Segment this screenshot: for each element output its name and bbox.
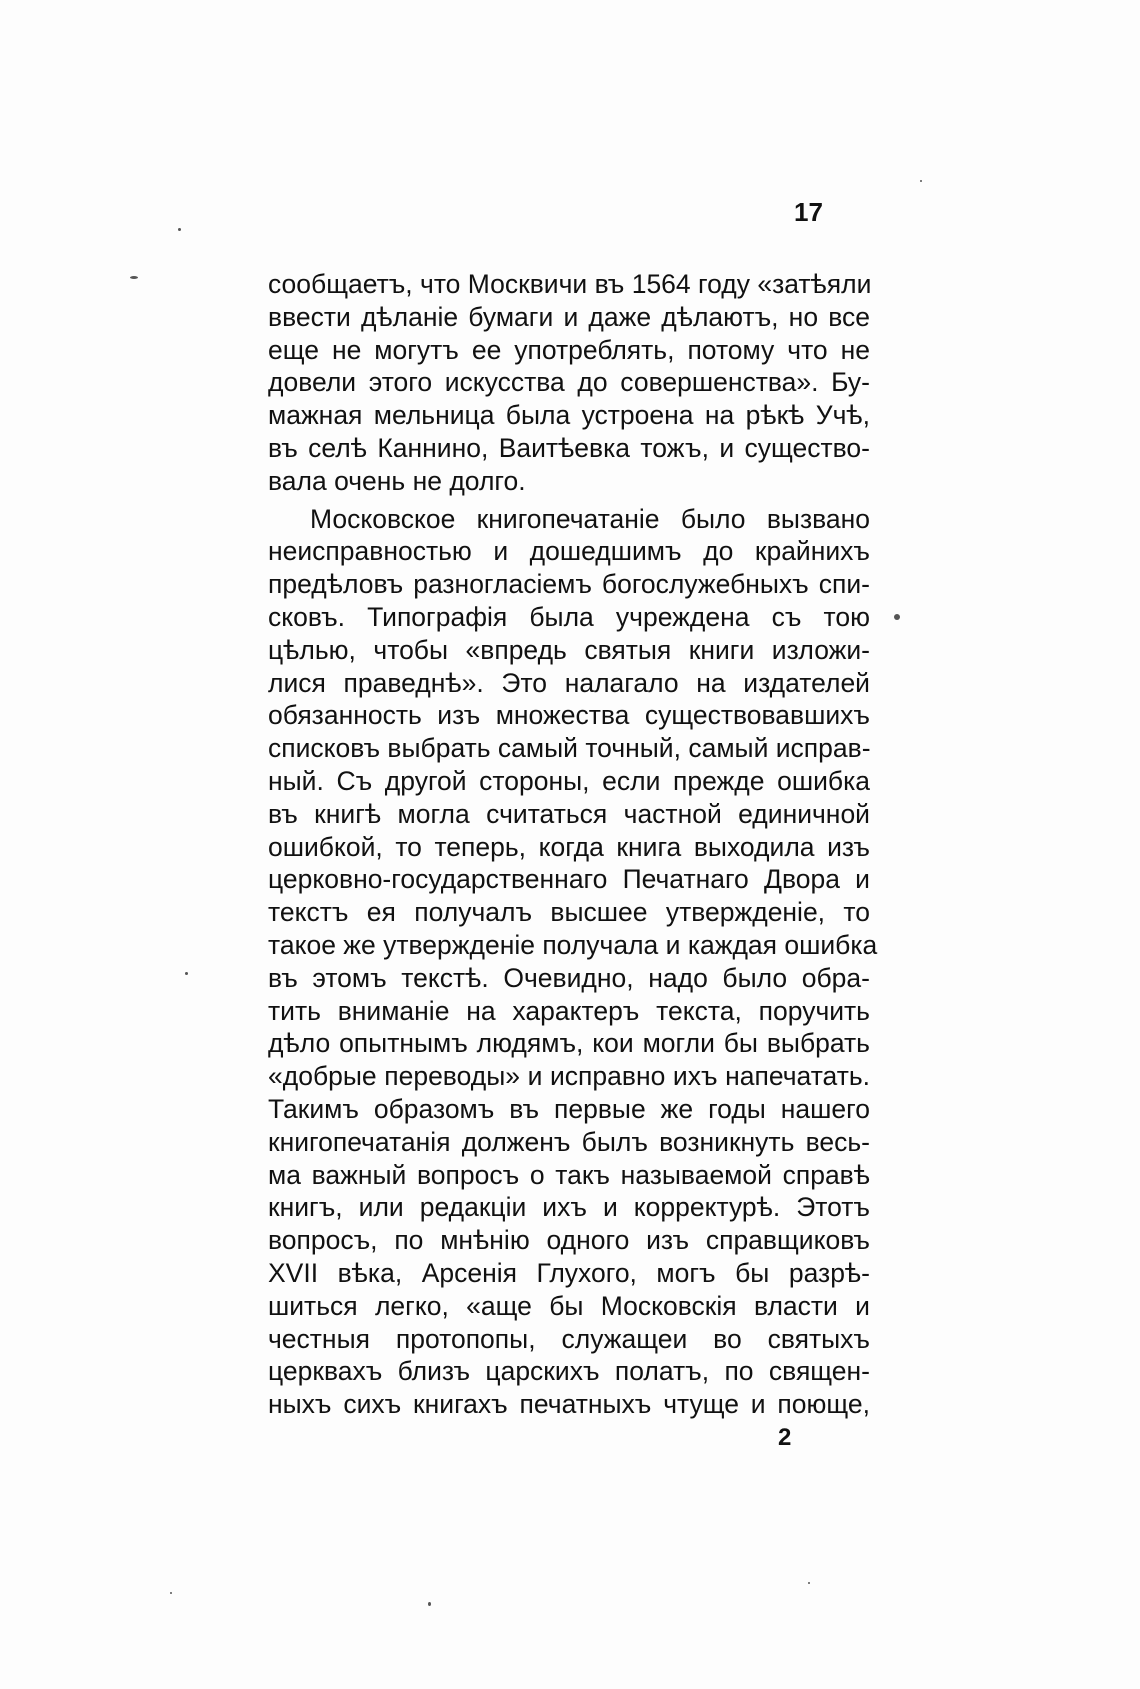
text-line: въ книгѣ могла считаться частной единичной — [268, 798, 870, 829]
scan-speck — [185, 972, 188, 975]
scan-speck — [130, 276, 138, 279]
text-line: еще не могутъ ее употреблять, потому что не — [268, 334, 870, 365]
text-line: XVII вѣка, Арсенія Глухого, могъ бы разрѣ- — [268, 1257, 870, 1288]
text-line: «добрые переводы» и исправно ихъ напечатать. — [268, 1061, 870, 1092]
text-line: дѣло опытнымъ людямъ, кои могли бы выбрать — [268, 1028, 870, 1059]
text-line: ма важный вопросъ о такъ называемой справѣ — [268, 1159, 870, 1190]
text-line: тить вниманіе на характеръ текста, поручить — [268, 995, 870, 1026]
page-number: 17 — [794, 197, 823, 227]
text-line: мажная мельница была устроена на рѣкѣ Учѣ, — [268, 400, 870, 431]
text-line: книгопечатанія долженъ былъ возникнуть весь- — [268, 1126, 870, 1157]
text-line: ввести дѣланіе бумаги и даже дѣлаютъ, но все — [268, 301, 870, 332]
scan-speck — [808, 1582, 810, 1584]
scan-speck — [178, 228, 181, 231]
scan-speck — [170, 1592, 172, 1594]
text-line: Такимъ образомъ въ первые же годы нашего — [268, 1093, 870, 1124]
text-line: текстъ ея получалъ высшее утвержденіе, то — [268, 897, 870, 928]
text-line: въ этомъ текстѣ. Очевидно, надо было обра- — [268, 962, 870, 993]
text-line: вопросъ, по мнѣнію одного изъ справщиковъ — [268, 1225, 870, 1256]
text-line: предѣловъ разногласіемъ богослужебныхъ спи- — [268, 569, 870, 600]
text-line: списковъ выбрать самый точный, самый исправ- — [268, 733, 871, 764]
signature-mark: 2 — [778, 1424, 792, 1451]
text-line: такое же утвержденіе получала и каждая ошибка — [268, 929, 878, 960]
scan-speck — [894, 614, 900, 620]
text-line: ный. Съ другой стороны, если прежде ошибка — [268, 765, 870, 796]
text-line: шиться легко, «аще бы Московскія власти и — [268, 1290, 870, 1321]
text-line: ошибкой, то теперь, когда книга выходила изъ — [268, 831, 870, 862]
text-line: книгъ, или редакціи ихъ и корректурѣ. Этотъ — [268, 1192, 870, 1223]
scan-speck — [428, 1602, 431, 1606]
text-line: обязанность изъ множества существовавшихъ — [268, 700, 870, 731]
text-line: честныя протопопы, служащеи во святыхъ — [268, 1323, 870, 1354]
text-line: ныхъ сихъ книгахъ печатныхъ чтуще и поюще, — [268, 1389, 870, 1420]
text-line: Московское книгопечатаніе было вызвано — [310, 503, 870, 534]
text-line: церквахъ близъ царскихъ полатъ, по священ- — [268, 1356, 870, 1387]
text-line: неисправностью и дошедшимъ до крайнихъ — [268, 536, 870, 567]
text-line: сообщаетъ, что Москвичи въ 1564 году «затѣяли — [268, 269, 872, 299]
text-line: въ селѣ Каннино, Ваитѣевка тожъ, и существо- — [268, 432, 870, 463]
text-line: довели этого искусства до совершенства». Бу- — [268, 367, 870, 398]
scan-speck — [920, 180, 922, 182]
text-line: цѣлью, чтобы «впредь святыя книги изложи- — [268, 634, 870, 665]
text-line: вала очень не долго. — [268, 465, 526, 496]
text-line: сковъ. Типографія была учреждена съ тою — [268, 601, 870, 632]
body-text — [268, 268, 878, 1421]
text-line: церковно-государственнаго Печатнаго Двора и — [268, 864, 870, 895]
text-line: лися праведнѣ». Это налагало на издателей — [268, 667, 870, 698]
